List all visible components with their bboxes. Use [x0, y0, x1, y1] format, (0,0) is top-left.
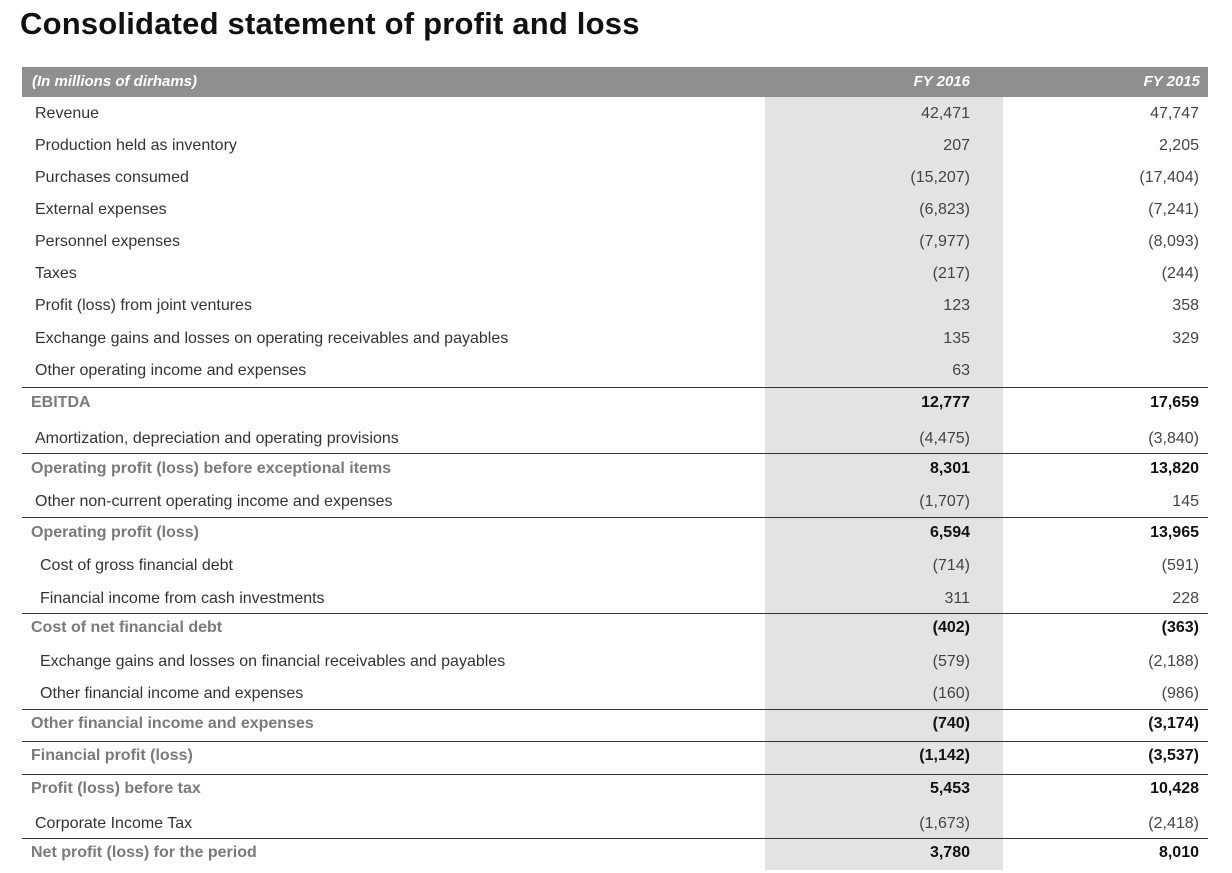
value-fy2015: (244) — [1161, 265, 1199, 282]
table-row — [22, 354, 1208, 387]
value-fy2015: (3,840) — [1148, 430, 1199, 447]
table-row — [22, 321, 1208, 354]
value-fy2016: (1,707) — [919, 493, 970, 510]
value-fy2015: 13,820 — [1150, 460, 1199, 477]
table-body — [22, 97, 1208, 868]
value-fy2016: (7,977) — [919, 233, 970, 250]
row-label: Other financial income and expenses — [31, 715, 314, 732]
row-label: Cost of gross financial debt — [40, 557, 233, 574]
row-label: Personnel expenses — [35, 233, 180, 250]
value-fy2015: 13,965 — [1150, 524, 1199, 541]
row-label: Profit (loss) before tax — [31, 780, 201, 797]
value-fy2016: 123 — [943, 297, 970, 314]
value-fy2016: (6,823) — [919, 201, 970, 218]
row-label: Exchange gains and losses on operating receivables and payables — [35, 330, 509, 347]
subtotal-row — [22, 387, 1208, 421]
row-label: Exchange gains and losses on financial receivables and payables — [40, 653, 506, 670]
table-row — [22, 582, 1208, 613]
value-fy2016: (1,673) — [919, 815, 970, 832]
value-fy2015: (591) — [1161, 557, 1199, 574]
value-fy2016: (1,142) — [919, 747, 970, 764]
value-fy2015: (363) — [1161, 619, 1199, 636]
value-fy2015: (2,418) — [1148, 815, 1199, 832]
value-fy2015: (3,537) — [1148, 747, 1199, 764]
row-label: Profit (loss) from joint ventures — [35, 297, 252, 314]
row-label: External expenses — [35, 201, 167, 218]
value-fy2015: 8,010 — [1158, 844, 1199, 861]
value-fy2016: 5,453 — [929, 780, 970, 797]
subtotal-row — [22, 613, 1208, 645]
value-fy2015: (8,093) — [1148, 233, 1199, 250]
row-label: Revenue — [35, 105, 100, 122]
value-fy2016: 42,471 — [921, 105, 970, 122]
subtotal-row — [22, 741, 1208, 774]
table-row — [22, 193, 1208, 225]
subtotal-row — [22, 709, 1208, 741]
table-row — [22, 257, 1208, 289]
row-label: Cost of net financial debt — [31, 619, 223, 636]
table-row — [22, 129, 1208, 161]
row-label: EBITDA — [31, 394, 91, 411]
value-fy2016: 8,301 — [929, 460, 970, 477]
table-row — [22, 645, 1208, 677]
value-fy2015: 358 — [1172, 297, 1199, 314]
table-header — [22, 67, 1208, 97]
value-fy2015: (986) — [1161, 685, 1199, 702]
value-fy2016: 207 — [943, 137, 970, 154]
row-label: Taxes — [35, 265, 77, 282]
table-row — [22, 421, 1208, 453]
table-row — [22, 225, 1208, 257]
value-fy2016: 63 — [952, 362, 970, 379]
value-fy2015: (2,188) — [1148, 653, 1199, 670]
column-header-fy2016: FY 2016 — [913, 73, 970, 90]
value-fy2015: 10,428 — [1150, 780, 1199, 797]
value-fy2016: 311 — [944, 590, 970, 607]
profit-loss-table — [22, 67, 1208, 868]
value-fy2016: (579) — [932, 653, 970, 670]
value-fy2015: (17,404) — [1139, 169, 1199, 186]
row-label: Operating profit (loss) — [31, 524, 199, 541]
value-fy2015: 228 — [1172, 590, 1199, 607]
row-label: Net profit (loss) for the period — [31, 844, 257, 861]
table-row — [22, 549, 1208, 582]
value-fy2016: 3,780 — [929, 844, 970, 861]
table-row — [22, 97, 1208, 129]
table-row — [22, 806, 1208, 838]
value-fy2015: 17,659 — [1150, 394, 1199, 411]
value-fy2016: 6,594 — [929, 524, 970, 541]
subtotal-row — [22, 453, 1208, 485]
row-label: Operating profit (loss) before exceptional items — [31, 460, 392, 477]
page-title: Consolidated statement of profit and loss — [20, 6, 640, 41]
value-fy2015: 329 — [1172, 330, 1199, 347]
row-label: Financial income from cash investments — [40, 590, 325, 607]
value-fy2016: 135 — [943, 330, 970, 347]
value-fy2016: (160) — [932, 685, 970, 702]
row-label: Financial profit (loss) — [31, 747, 193, 764]
unit-label: (In millions of dirhams) — [32, 73, 198, 90]
table-row — [22, 161, 1208, 193]
value-fy2016: (4,475) — [919, 430, 970, 447]
value-fy2016: (740) — [932, 715, 970, 732]
subtotal-row — [22, 517, 1208, 549]
column-header-fy2015: FY 2015 — [1143, 73, 1200, 90]
value-fy2016: 12,777 — [921, 394, 970, 411]
subtotal-row — [22, 838, 1208, 868]
table-row — [22, 485, 1208, 517]
value-fy2016: (402) — [932, 619, 970, 636]
value-fy2016: (714) — [932, 557, 970, 574]
row-label: Other non-current operating income and expenses — [35, 493, 393, 510]
row-label: Other financial income and expenses — [40, 685, 304, 702]
value-fy2016: (217) — [932, 265, 970, 282]
table-row — [22, 289, 1208, 321]
subtotal-row — [22, 774, 1208, 806]
value-fy2015: 47,747 — [1150, 105, 1199, 122]
value-fy2015: 145 — [1172, 493, 1199, 510]
value-fy2016: (15,207) — [910, 169, 970, 186]
row-label: Production held as inventory — [35, 137, 237, 154]
value-fy2015: 2,205 — [1158, 137, 1199, 154]
value-fy2015: (3,174) — [1148, 715, 1199, 732]
row-label: Purchases consumed — [35, 169, 189, 186]
table-row — [22, 677, 1208, 709]
row-label: Amortization, depreciation and operating provisions — [35, 430, 399, 447]
row-label: Corporate Income Tax — [35, 815, 193, 832]
row-label: Other operating income and expenses — [35, 362, 307, 379]
value-fy2015: (7,241) — [1148, 201, 1199, 218]
